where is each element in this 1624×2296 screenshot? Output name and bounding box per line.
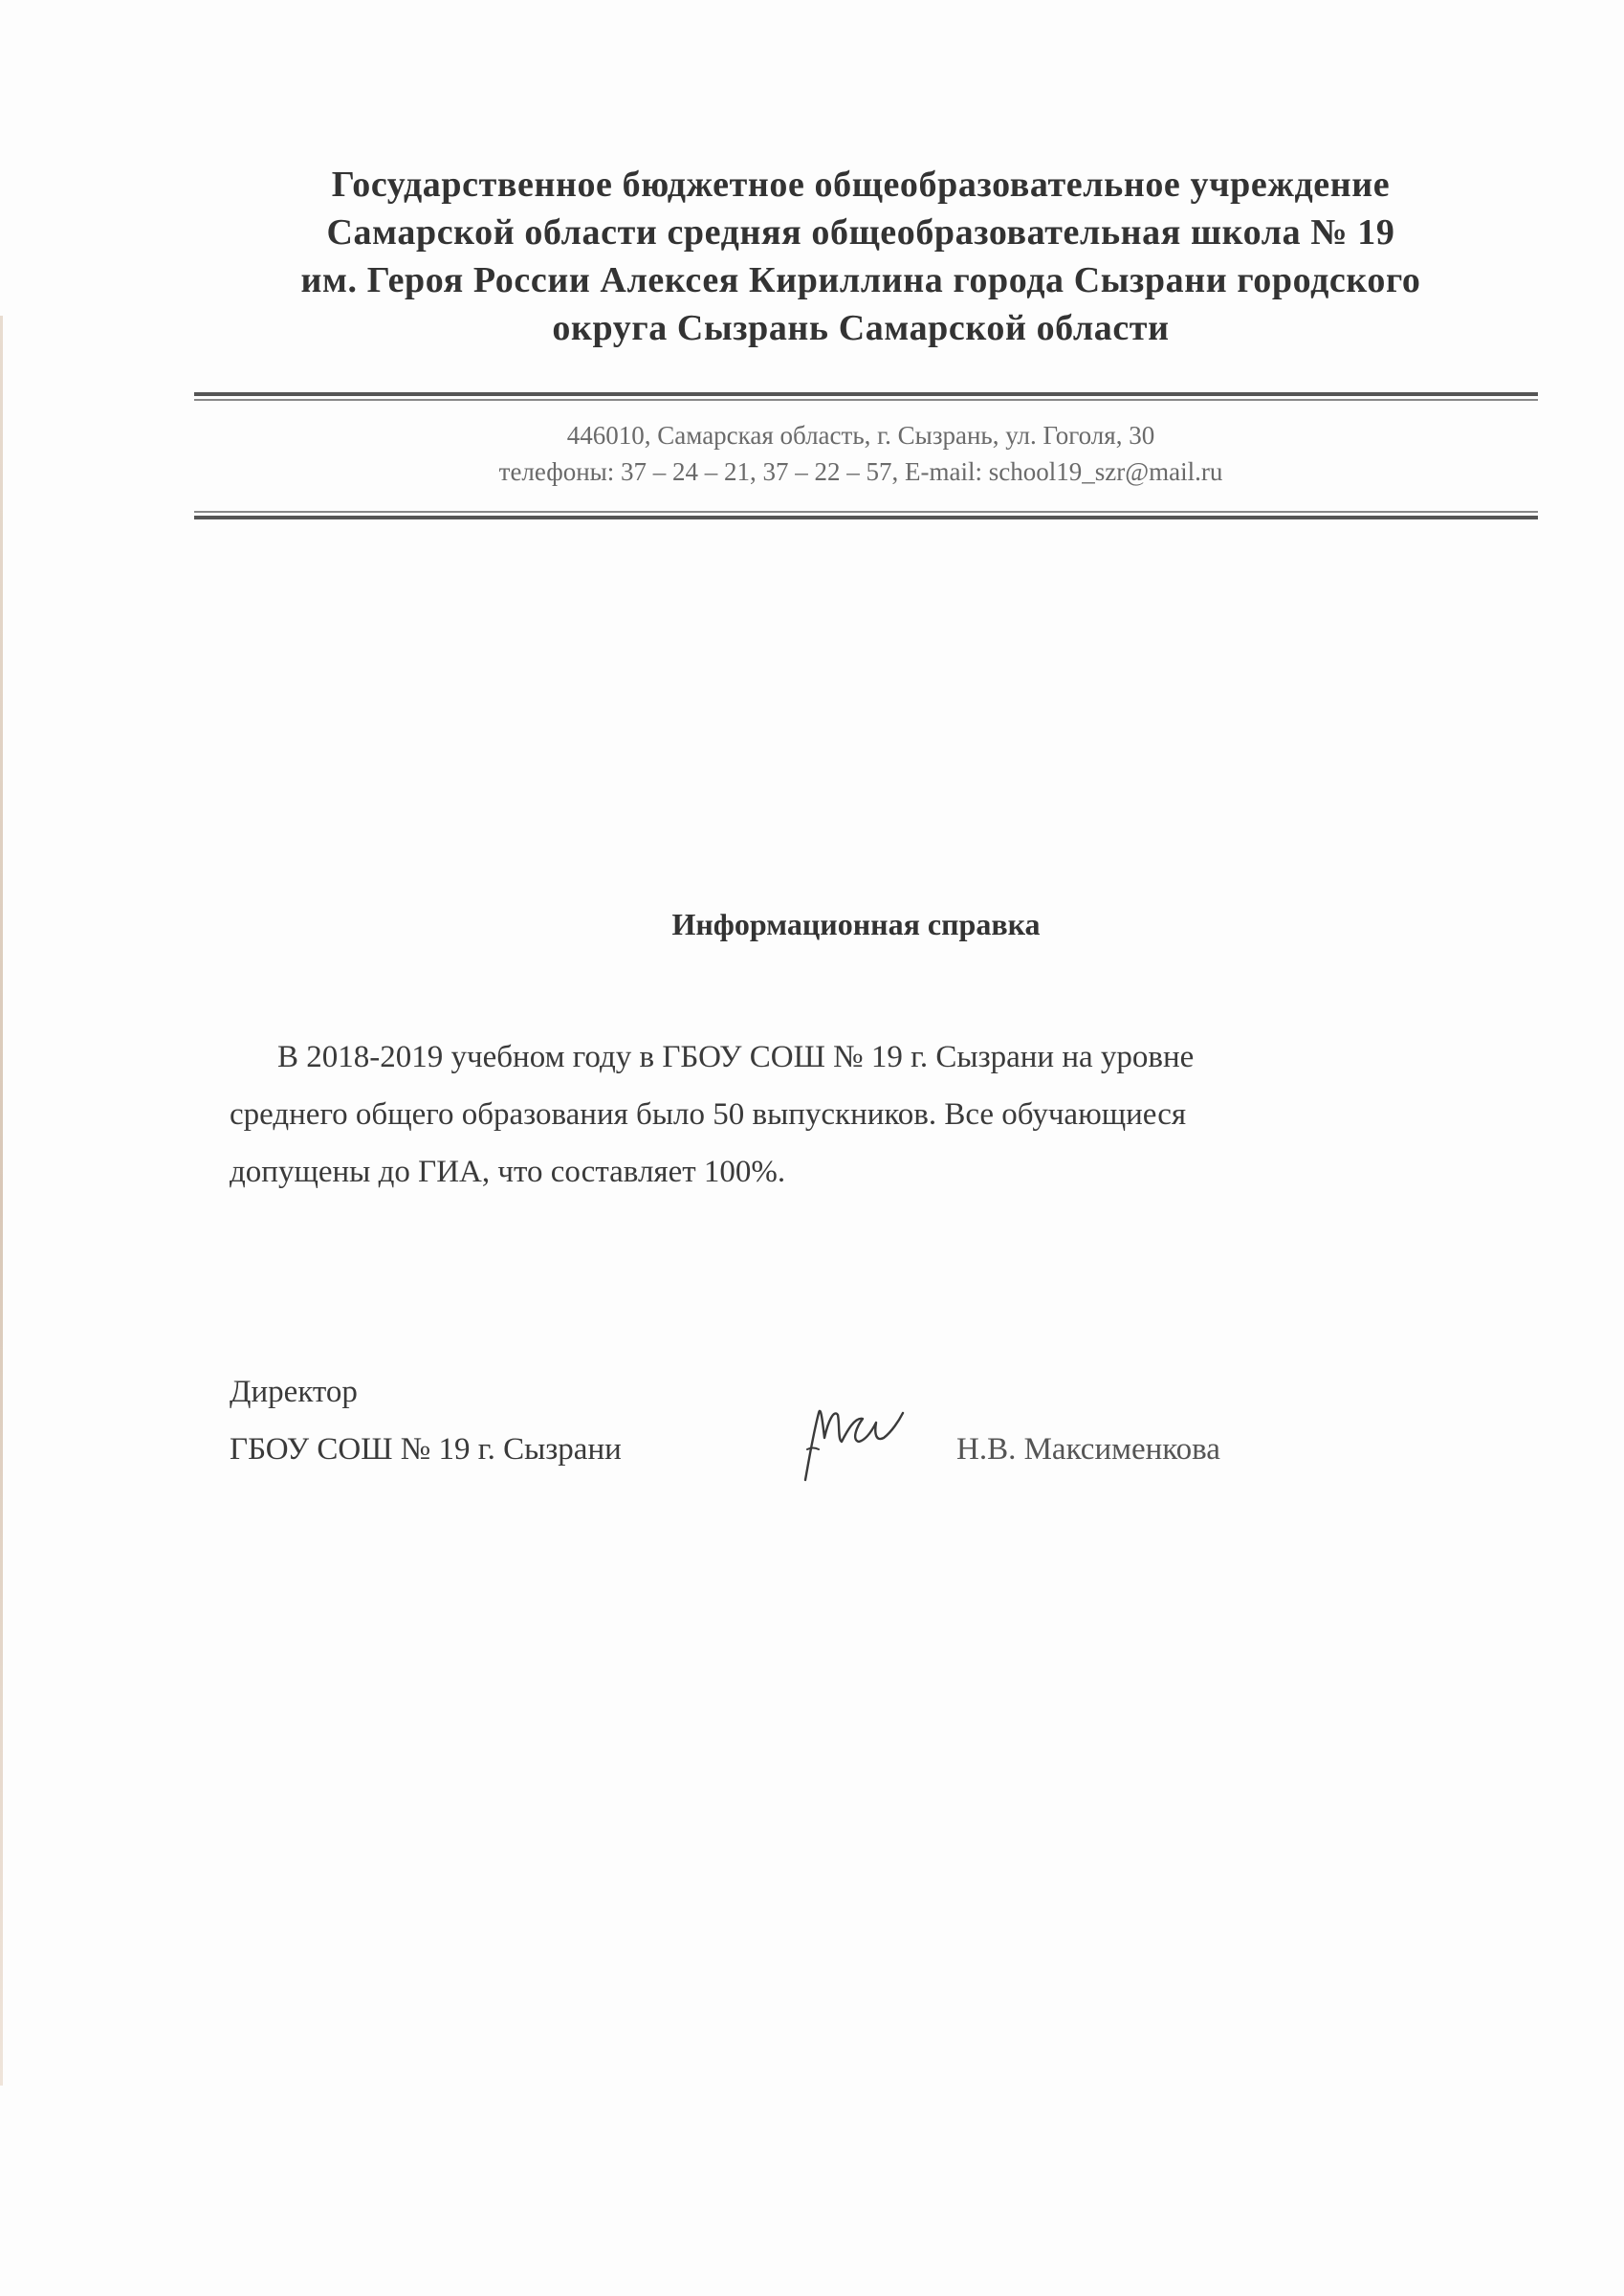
header-divider-top xyxy=(194,392,1538,401)
organization-header xyxy=(230,161,1492,352)
scan-edge xyxy=(0,316,3,2086)
body-line-3: допущены до ГИА, что составляет 100%. xyxy=(230,1155,786,1189)
signer-organization: ГБОУ СОШ № 19 г. Сызрани xyxy=(230,1432,622,1467)
signer-name: Н.В. Максименкова xyxy=(956,1432,1220,1467)
org-line-1: Государственное бюджетное общеобразовательное учреждение xyxy=(331,165,1391,205)
org-line-2: Самарской области средняя общеобразовательная школа № 19 xyxy=(326,212,1395,253)
header-divider-bottom xyxy=(194,511,1538,519)
document-title: Информационная справка xyxy=(671,907,1041,941)
signature-row xyxy=(230,1421,1377,1478)
org-line-4: округа Сызрань Самарской области xyxy=(552,308,1170,348)
signer-position: Директор xyxy=(230,1375,358,1409)
signature-block xyxy=(230,1363,1377,1478)
body-line-2: среднего общего образования было 50 выпускников. Все обучающиеся xyxy=(230,1097,1187,1132)
org-line-3: им. Героя России Алексея Кириллина города Сызрани городского xyxy=(300,260,1421,300)
address-line: 446010, Самарская область, г. Сызрань, ул. Гоголя, 30 xyxy=(566,421,1155,450)
contacts-line: телефоны: 37 – 24 – 21, 37 – 22 – 57, E-mail: school19_szr@mail.ru xyxy=(498,457,1223,486)
handwritten-signature xyxy=(784,1392,937,1488)
body-line-1: В 2018-2019 учебном году в ГБОУ СОШ № 19 г. Сызрани на уровне xyxy=(277,1040,1195,1074)
document-body xyxy=(230,1028,1444,1201)
address-block xyxy=(287,417,1435,490)
